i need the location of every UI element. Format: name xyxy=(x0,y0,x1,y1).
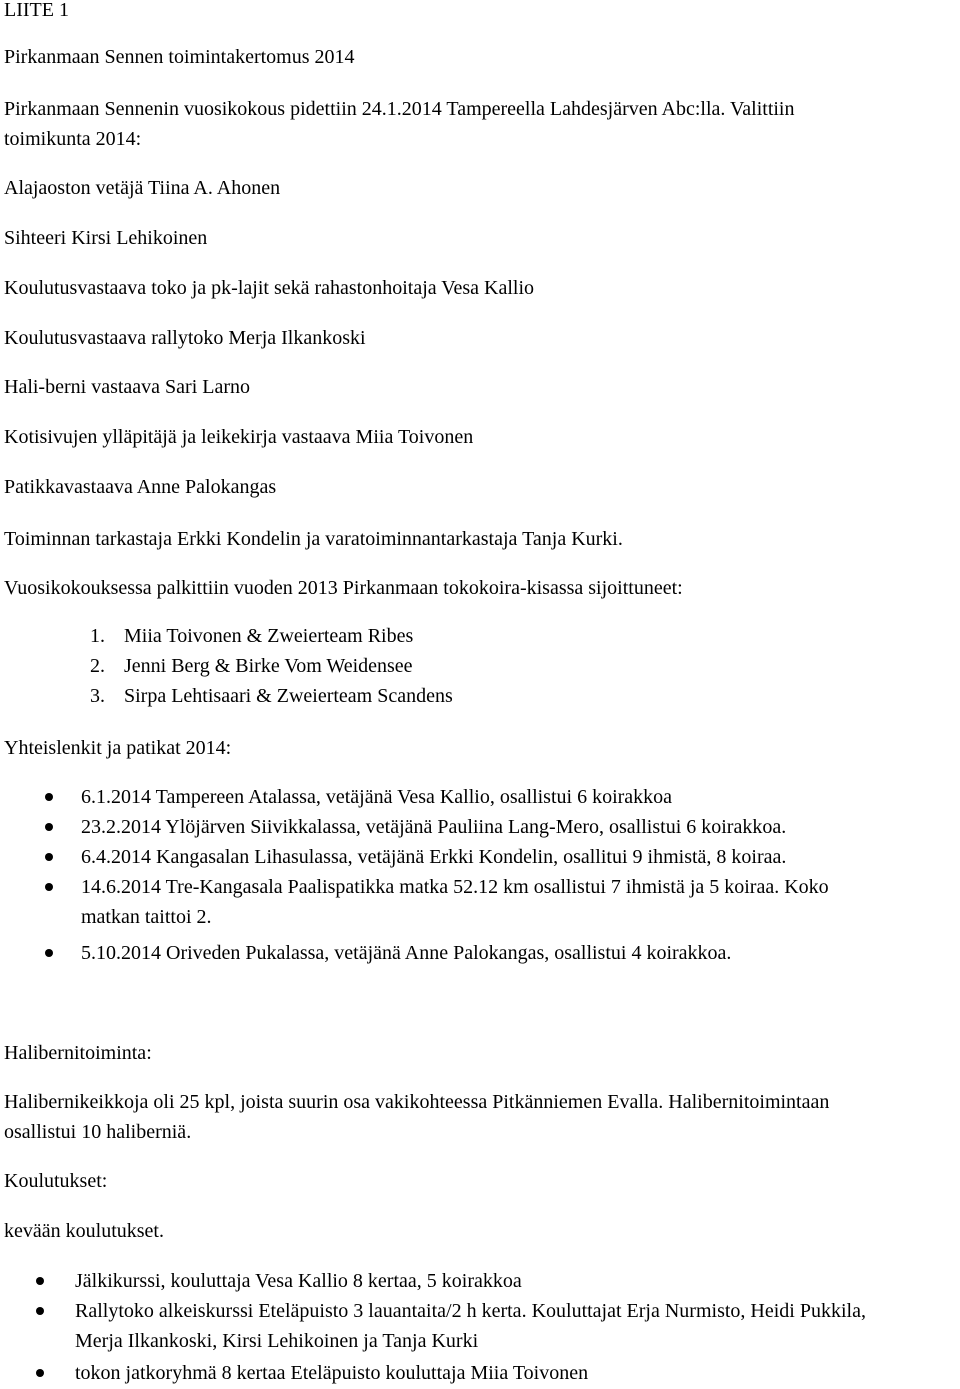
training-item: tokon jatkoryhmä 8 kertaa Eteläpuisto kouluttaja Miia Toivonen xyxy=(75,1362,589,1384)
bullet-icon xyxy=(36,1277,44,1285)
walks-heading: Yhteislenkit ja patikat 2014: xyxy=(4,737,232,759)
committee-website: Kotisivujen ylläpitäjä ja leikekirja vastaava Miia Toivonen xyxy=(4,426,474,448)
bullet-icon xyxy=(45,883,53,891)
intro-line-1: Pirkanmaan Sennenin vuosikokous pidettiin 24.1.2014 Tampereella Lahdesjärven Abc:lla. Valittiin xyxy=(4,98,795,120)
intro-line-2: toimikunta 2014: xyxy=(4,128,142,150)
appendix-label: LIITE 1 xyxy=(4,0,69,21)
committee-haliberni: Hali-berni vastaava Sari Larno xyxy=(4,376,251,398)
award-item xyxy=(90,654,413,678)
award-text: Jenni Berg & Birke Vom Weidensee xyxy=(124,655,413,677)
bullet-icon xyxy=(36,1307,44,1315)
award-item xyxy=(90,684,453,708)
award-rank: 1. xyxy=(90,625,105,647)
committee-training-treasurer: Koulutusvastaava toko ja pk-lajit sekä rahastonhoitaja Vesa Kallio xyxy=(4,277,535,299)
committee-auditors: Toiminnan tarkastaja Erkki Kondelin ja varatoiminnantarkastaja Tanja Kurki. xyxy=(4,528,623,550)
halibern-line-2: osallistui 10 haliberniä. xyxy=(4,1121,192,1143)
training-heading: Koulutukset: xyxy=(4,1170,108,1192)
training-subheading: kevään koulutukset. xyxy=(4,1220,164,1242)
training-item: Rallytoko alkeiskurssi Eteläpuisto 3 lauantaita/2 h kerta. Kouluttajat Erja Nurmisto, Heidi Pukkila, xyxy=(75,1300,866,1322)
committee-rallytoko: Koulutusvastaava rallytoko Merja Ilkankoski xyxy=(4,327,366,349)
halibern-heading: Halibernitoiminta: xyxy=(4,1042,152,1064)
document-title: Pirkanmaan Sennen toimintakertomus 2014 xyxy=(4,46,355,68)
awards-intro: Vuosikokouksessa palkittiin vuoden 2013 Pirkanmaan tokokoira-kisassa sijoittuneet: xyxy=(4,577,683,599)
award-rank: 2. xyxy=(90,655,105,677)
walk-item: 6.1.2014 Tampereen Atalassa, vetäjänä Vesa Kallio, osallistui 6 koirakkoa xyxy=(81,786,673,808)
award-item xyxy=(90,624,413,648)
committee-secretary: Sihteeri Kirsi Lehikoinen xyxy=(4,227,208,249)
walk-item: 14.6.2014 Tre-Kangasala Paalispatikka matka 52.12 km osallistui 7 ihmistä ja 5 koiraa. Koko xyxy=(81,876,829,898)
award-text: Sirpa Lehtisaari & Zweierteam Scandens xyxy=(124,685,453,707)
bullet-icon xyxy=(45,949,53,957)
walk-item: 23.2.2014 Ylöjärven Siivikkalassa, vetäjänä Pauliina Lang-Mero, osallistui 6 koirakkoa. xyxy=(81,816,787,838)
committee-leader: Alajaoston vetäjä Tiina A. Ahonen xyxy=(4,177,281,199)
bullet-icon xyxy=(45,853,53,861)
bullet-icon xyxy=(36,1369,44,1377)
walk-item-continuation: matkan taittoi 2. xyxy=(81,906,212,928)
award-text: Miia Toivonen & Zweierteam Ribes xyxy=(124,625,414,647)
training-item: Jälkikurssi, kouluttaja Vesa Kallio 8 kertaa, 5 koirakkoa xyxy=(75,1270,522,1292)
bullet-icon xyxy=(45,823,53,831)
walk-item: 5.10.2014 Oriveden Pukalassa, vetäjänä Anne Palokangas, osallistui 4 koirakkoa. xyxy=(81,942,732,964)
bullet-icon xyxy=(45,793,53,801)
training-item-continuation: Merja Ilkankoski, Kirsi Lehikoinen ja Tanja Kurki xyxy=(75,1330,479,1352)
committee-hiking: Patikkavastaava Anne Palokangas xyxy=(4,476,277,498)
halibern-line-1: Halibernikeikkoja oli 25 kpl, joista suurin osa vakikohteessa Pitkänniemen Evalla. Halibernitoimintaan xyxy=(4,1091,830,1113)
award-rank: 3. xyxy=(90,685,105,707)
walk-item: 6.4.2014 Kangasalan Lihasulassa, vetäjänä Erkki Kondelin, osallitui 9 ihmistä, 8 koiraa. xyxy=(81,846,787,868)
